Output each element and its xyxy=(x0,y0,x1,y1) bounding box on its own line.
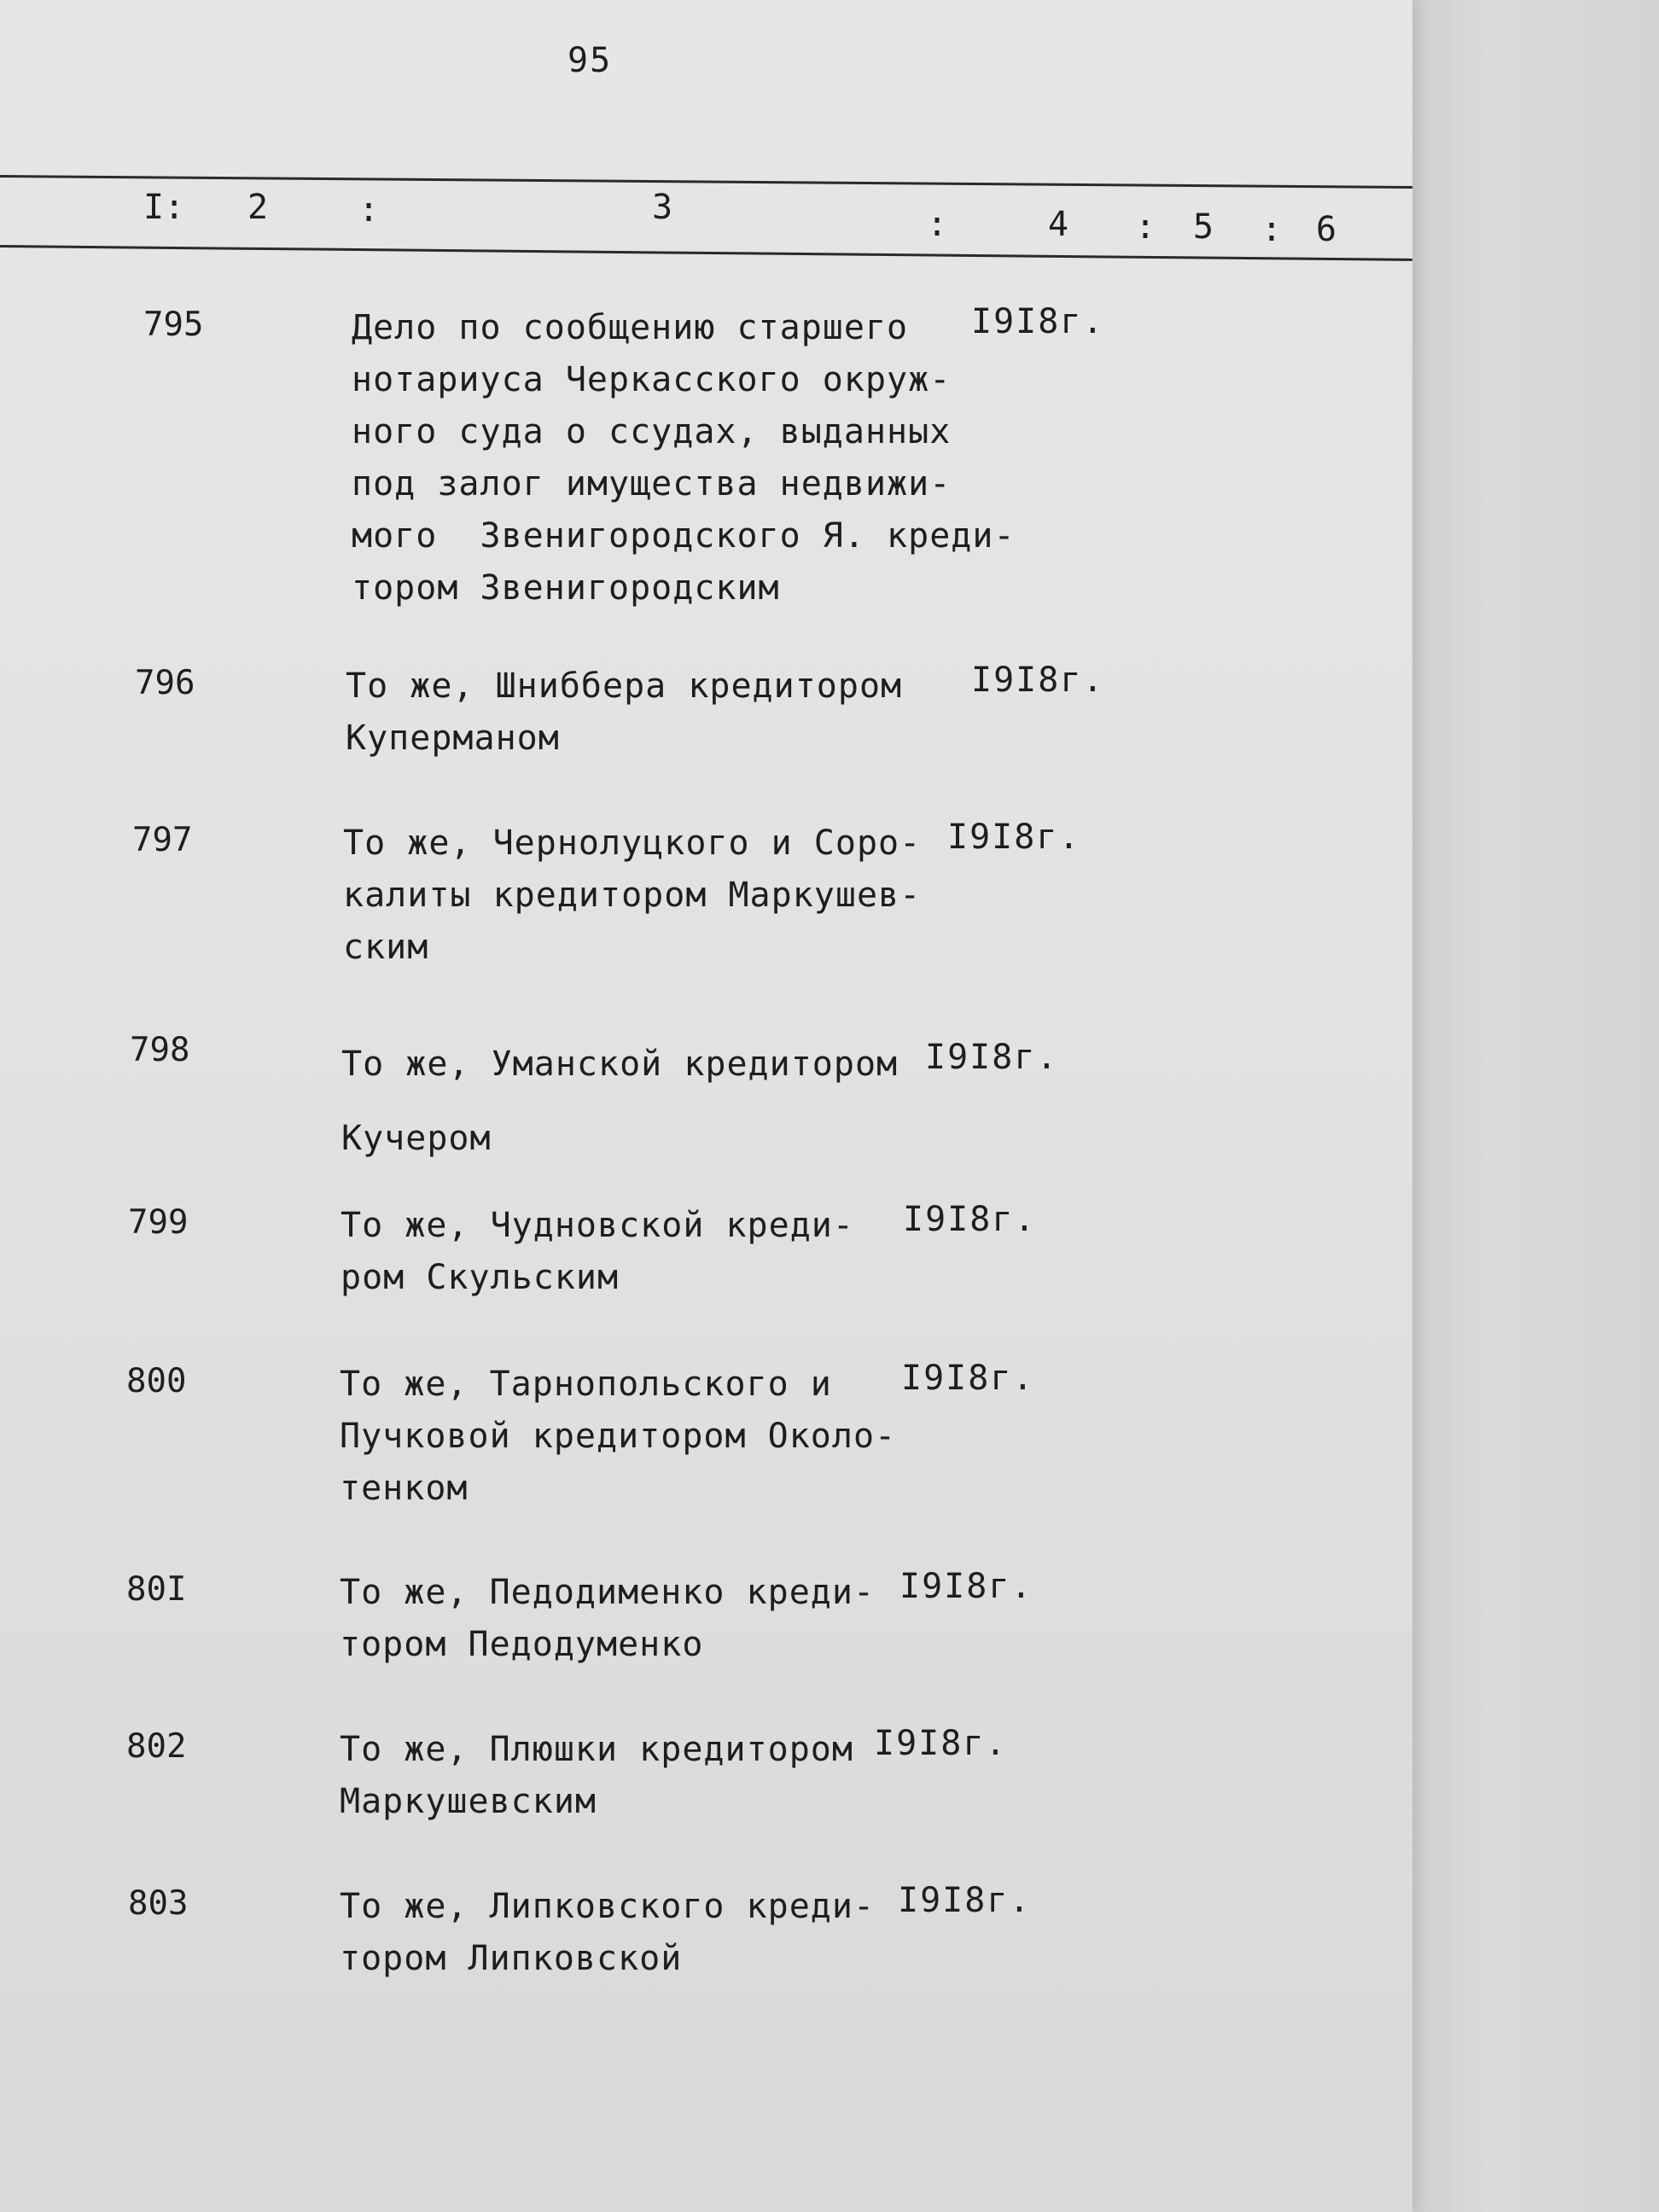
description-line: калиты кредитором Маркушев- xyxy=(343,876,922,915)
entry-description xyxy=(341,1027,898,1176)
entry-year: I9I8г. xyxy=(947,818,1081,857)
column-separator: : xyxy=(927,205,948,244)
description-line: нотариуса Черкасского окруж- xyxy=(352,360,952,399)
entry-number: 802 xyxy=(126,1727,187,1766)
header-top-rule xyxy=(0,175,1412,189)
description-line: ским xyxy=(343,928,429,967)
description-line: мого Звенигородского Я. креди- xyxy=(352,516,1016,556)
description-line: То же, Плюшки кредитором xyxy=(340,1730,853,1769)
column-separator: : xyxy=(1135,207,1156,247)
page-number: 95 xyxy=(568,41,613,80)
entry-year: I9I8г. xyxy=(898,1881,1032,1920)
description-line: То же, Чудновской креди- xyxy=(341,1206,854,1245)
entry-year: I9I8г. xyxy=(899,1567,1033,1606)
column-header-1: I: xyxy=(143,188,185,227)
entry-number: 798 xyxy=(130,1031,190,1069)
column-header-6: 6 xyxy=(1316,210,1337,249)
entry-description xyxy=(340,1724,853,1828)
underlying-page xyxy=(1412,0,1659,2212)
description-line: Пучковой кредитором Около- xyxy=(340,1417,897,1456)
description-line: То же, Педодименко креди- xyxy=(340,1573,876,1612)
entry-year: I9I8г. xyxy=(874,1724,1008,1763)
column-separator: : xyxy=(1261,210,1283,249)
entry-number: 797 xyxy=(132,821,193,859)
description-line: тором Липковской xyxy=(340,1939,683,1978)
description-line: Маркушевским xyxy=(340,1782,597,1821)
column-header-5: 5 xyxy=(1193,207,1214,247)
description-line: Куперманом xyxy=(346,719,560,758)
column-header-4: 4 xyxy=(1048,205,1069,244)
entry-number: 803 xyxy=(128,1884,189,1923)
description-line: тенком xyxy=(340,1469,469,1508)
description-line: То же, Уманской кредитором xyxy=(341,1045,899,1084)
entry-number: 796 xyxy=(135,664,195,702)
description-line: под залог имущества недвижи- xyxy=(352,464,952,504)
entry-number: 795 xyxy=(143,306,204,344)
entry-year: I9I8г. xyxy=(903,1200,1037,1239)
entry-description xyxy=(340,1359,896,1515)
description-line: То же, Липковского креди- xyxy=(340,1887,876,1926)
description-line: ром Скульским xyxy=(341,1258,620,1297)
description-line: Дело по сообщению старшего xyxy=(352,308,909,347)
description-line: Кучером xyxy=(341,1119,492,1158)
entry-year: I9I8г. xyxy=(901,1359,1035,1398)
column-header-2: 2 xyxy=(247,188,269,227)
column-header-3: 3 xyxy=(652,188,673,227)
entry-year: I9I8г. xyxy=(925,1038,1059,1077)
entry-year: I9I8г. xyxy=(971,302,1105,341)
entry-description xyxy=(340,1881,875,1985)
description-line: То же, Шниббера кредитором xyxy=(346,667,903,706)
entry-description xyxy=(352,302,1016,614)
description-line: тором Звенигородским xyxy=(352,568,780,608)
description-line: То же, Чернолуцкого и Соро- xyxy=(343,824,922,863)
entry-description xyxy=(341,1200,854,1304)
entry-description xyxy=(343,818,921,974)
header-bottom-rule xyxy=(0,245,1412,261)
description-line: тором Педодуменко xyxy=(340,1625,704,1664)
description-line: То же, Тарнопольского и xyxy=(340,1365,832,1404)
entry-number: 80I xyxy=(126,1570,187,1609)
entry-number: 800 xyxy=(126,1362,187,1400)
entry-description xyxy=(346,661,902,765)
column-separator: : xyxy=(358,190,380,230)
entry-number: 799 xyxy=(128,1203,189,1242)
entry-year: I9I8г. xyxy=(971,661,1105,700)
description-line: ного суда о ссудах, выданных xyxy=(352,412,952,451)
entry-description xyxy=(340,1567,875,1671)
